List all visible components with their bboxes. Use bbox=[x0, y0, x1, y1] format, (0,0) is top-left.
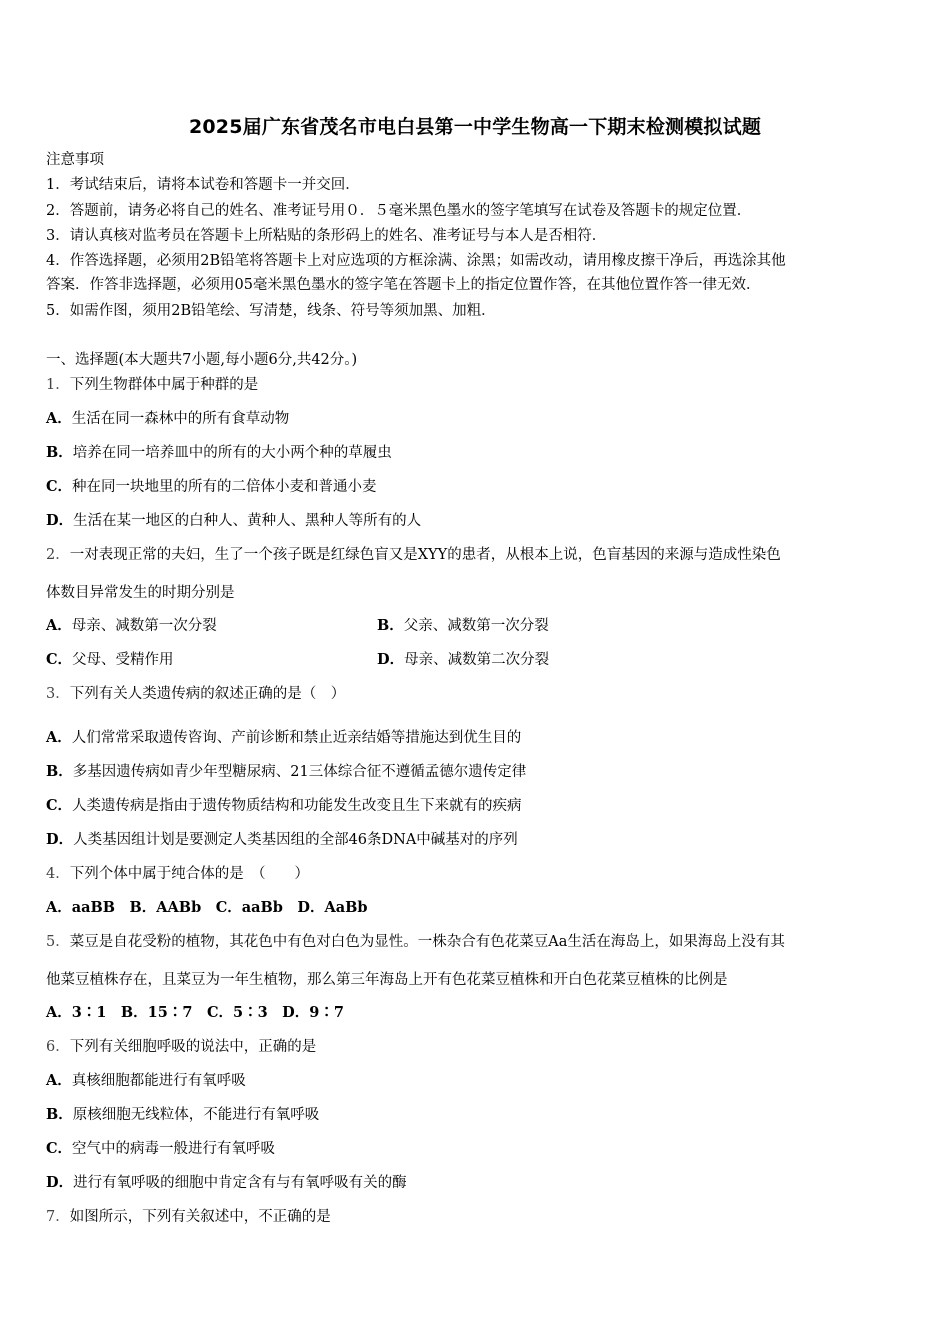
question-2-cont: 体数目异常发生的时期分别是 bbox=[46, 585, 235, 601]
q3-option-b bbox=[46, 763, 526, 781]
notice-item-4-cont: 答案．作答非选择题，必须用05毫米黑色墨水的签字笔在答题卡上的指定位置作答，在其他位置作答一律无效． bbox=[46, 277, 761, 293]
option-label: A． bbox=[46, 410, 72, 427]
notice-item-3: 3．请认真核对监考员在答题卡上所粘贴的条形码上的姓名、准考证号与本人是否相符． bbox=[46, 228, 607, 244]
section-heading: 一、选择题(本大题共7小题,每小题6分,共42分。) bbox=[46, 352, 358, 368]
option-label: D． bbox=[377, 651, 405, 668]
question-stem: 一对表现正常的夫妇，生了一个孩子既是红绿色盲又是XYY的患者，从根本上说，色盲基因的来源与造成性染色 bbox=[69, 547, 781, 563]
question-stem: 下列有关细胞呼吸的说法中，正确的是 bbox=[69, 1039, 317, 1055]
option-text: 母亲、减数第一次分裂 bbox=[71, 618, 217, 634]
q6-option-a bbox=[46, 1072, 246, 1090]
q3-option-c bbox=[46, 797, 522, 815]
question-stem: 下列有关人类遗传病的叙述正确的是（ ） bbox=[69, 686, 346, 702]
option-text: 多基因遗传病如青少年型糖尿病、21三体综合征不遵循孟德尔遗传定律 bbox=[72, 764, 527, 780]
question-stem: 如图所示，下列有关叙述中，不正确的是 bbox=[69, 1209, 331, 1225]
q3-option-d bbox=[46, 831, 518, 849]
option-label: D． bbox=[46, 831, 74, 848]
q6-option-d bbox=[46, 1174, 407, 1192]
question-7 bbox=[46, 1208, 331, 1226]
q1-option-b bbox=[46, 444, 392, 462]
question-number: 1． bbox=[46, 377, 70, 393]
option-text: 父母、受精作用 bbox=[72, 652, 174, 668]
question-5 bbox=[46, 933, 785, 951]
option-label: B． bbox=[46, 444, 73, 461]
option-text: 人们常常采取遗传咨询、产前诊断和禁止近亲结婚等措施达到优生目的 bbox=[71, 730, 522, 746]
notice-item-1: 1．考试结束后，请将本试卷和答题卡一并交回． bbox=[46, 177, 360, 193]
option-text: 父亲、减数第一次分裂 bbox=[403, 618, 549, 634]
option-label: D． bbox=[46, 512, 74, 529]
option-label: C． bbox=[46, 478, 73, 495]
option-label: C． bbox=[46, 797, 73, 814]
option-text: 进行有氧呼吸的细胞中肯定含有与有氧呼吸有关的酶 bbox=[73, 1175, 407, 1191]
option-label: A． bbox=[46, 729, 72, 746]
option-label: B． bbox=[46, 1106, 73, 1123]
option-label: C． bbox=[46, 1140, 73, 1157]
option-text: 种在同一块地里的所有的二倍体小麦和普通小麦 bbox=[72, 479, 377, 495]
option-label: B． bbox=[377, 617, 404, 634]
question-number: 7． bbox=[46, 1209, 70, 1225]
option-text: 真核细胞都能进行有氧呼吸 bbox=[71, 1073, 246, 1089]
question-number: 5． bbox=[46, 934, 70, 950]
question-number: 2． bbox=[46, 547, 70, 563]
q2-option-b bbox=[377, 617, 549, 635]
q2-option-d bbox=[377, 651, 549, 669]
option-text: 母亲、减数第二次分裂 bbox=[404, 652, 550, 668]
question-stem: 下列生物群体中属于种群的是 bbox=[69, 377, 259, 393]
q2-option-a bbox=[46, 617, 217, 635]
question-stem: 菜豆是自花受粉的植物，其花色中有色对白色为显性。一株杂合有色花菜豆Aa生活在海岛上，如果海岛上没有其 bbox=[69, 934, 785, 950]
question-stem: 下列个体中属于纯合体的是 （ ） bbox=[69, 866, 309, 882]
option-label: A． bbox=[46, 617, 72, 634]
notice-item-5: 5．如需作图，须用2B铅笔绘、写清楚，线条、符号等须加黑、加粗． bbox=[46, 303, 496, 319]
notice-heading: 注意事项 bbox=[46, 152, 104, 168]
q6-option-c bbox=[46, 1140, 275, 1158]
option-label: A． bbox=[46, 1072, 72, 1089]
option-label: B． bbox=[46, 763, 73, 780]
q1-option-a bbox=[46, 410, 289, 428]
q1-option-d bbox=[46, 512, 421, 530]
question-number: 6． bbox=[46, 1039, 70, 1055]
question-number: 3． bbox=[46, 686, 70, 702]
question-2 bbox=[46, 546, 781, 564]
notice-item-2: 2．答题前，请务必将自己的姓名、准考证号用０．５毫米黑色墨水的签字笔填写在试卷及答题卡的规定位置． bbox=[46, 203, 752, 219]
option-text: 生活在同一森林中的所有食草动物 bbox=[71, 411, 290, 427]
question-number: 4． bbox=[46, 866, 70, 882]
q6-option-b bbox=[46, 1106, 319, 1124]
q2-option-c bbox=[46, 651, 174, 669]
q4-options: A．aaBB B．AABb C．aaBb D．AaBb bbox=[46, 899, 368, 916]
option-text: 原核细胞无线粒体，不能进行有氧呼吸 bbox=[72, 1107, 320, 1123]
option-label: C． bbox=[46, 651, 73, 668]
option-text: 人类基因组计划是要测定人类基因组的全部46条DNA中碱基对的序列 bbox=[73, 832, 518, 848]
q5-options: A．3∶1 B．15∶7 C．5∶3 D．9∶7 bbox=[46, 1004, 344, 1021]
option-text: 生活在某一地区的白种人、黄种人、黑种人等所有的人 bbox=[73, 513, 422, 529]
option-text: 培养在同一培养皿中的所有的大小两个种的草履虫 bbox=[72, 445, 392, 461]
option-text: 人类遗传病是指由于遗传物质结构和功能发生改变且生下来就有的疾病 bbox=[72, 798, 522, 814]
q3-option-a bbox=[46, 729, 521, 747]
document-title: 2025届广东省茂名市电白县第一中学生物高一下期末检测模拟试题 bbox=[188, 116, 762, 138]
question-6 bbox=[46, 1038, 316, 1056]
q1-option-c bbox=[46, 478, 377, 496]
question-4 bbox=[46, 865, 309, 883]
question-5-cont: 他菜豆植株存在，且菜豆为一年生植物，那么第三年海岛上开有色花菜豆植株和开白色花菜豆植株的比例是 bbox=[46, 972, 728, 988]
question-1 bbox=[46, 376, 258, 394]
option-text: 空气中的病毒一般进行有氧呼吸 bbox=[72, 1141, 276, 1157]
question-3 bbox=[46, 685, 345, 703]
notice-item-4: 4．作答选择题，必须用2B铅笔将答题卡上对应选项的方框涂满、涂黑；如需改动，请用橡皮擦干净后，再选涂其他 bbox=[46, 253, 786, 269]
option-label: D． bbox=[46, 1174, 74, 1191]
